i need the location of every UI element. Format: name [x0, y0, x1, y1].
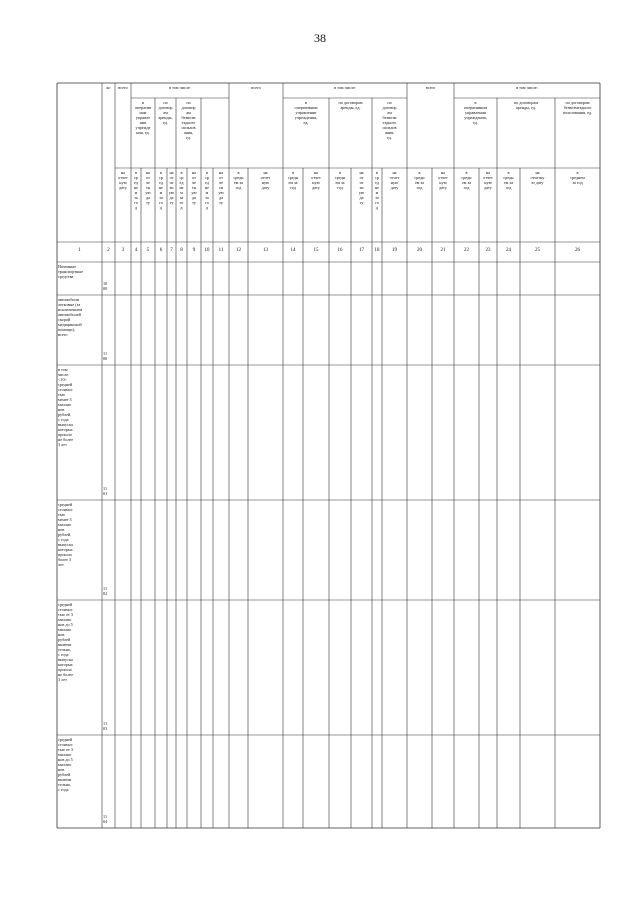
header-subcolumn: на отчет ную дату [311, 170, 321, 190]
header-subcolumn: на отчет ную дату [438, 170, 448, 190]
header-subcolumn: в среднем за год [570, 170, 585, 185]
column-number: 2 [107, 248, 110, 253]
header-subcolumn: на отчет ную дату [118, 170, 128, 190]
header-subcolumn: в средн ем за год [287, 170, 299, 190]
header-subcolumn: в ср ед не м за го д [179, 170, 184, 210]
header-subgroup: по договор ам безвозм ездного пользов ания, ед. [181, 100, 196, 140]
column-number: 14 [290, 248, 296, 253]
column-number: 15 [313, 248, 319, 253]
header-subcolumn: на отчет ную дату [389, 170, 400, 190]
column-number: 13 [263, 248, 268, 253]
column-number: 21 [440, 248, 446, 253]
column-number: 26 [575, 248, 580, 253]
row-code: 10 00 [103, 281, 108, 291]
row-code: 11 04 [103, 814, 108, 824]
header-incl-a: в том числе: [169, 85, 191, 90]
header-subcolumn: в средн ем за год [414, 170, 425, 190]
row-label: Наземные транспортные средства [58, 264, 84, 279]
column-number: 7 [170, 248, 173, 253]
header-subcolumn: на от че тн ую да ту [218, 170, 224, 205]
header-total-b: всего [251, 85, 261, 90]
page-number: 38 [314, 31, 326, 45]
column-number: 16 [337, 248, 343, 253]
header-subcolumn: на отчетну ю дату [530, 170, 545, 185]
header-total-c: всего [425, 85, 436, 90]
header-code: ко [106, 85, 111, 90]
row-code: 11 03 [103, 721, 108, 731]
column-number: 6 [159, 248, 163, 253]
column-number: 4 [134, 248, 138, 253]
column-number: 12 [236, 248, 241, 253]
header-subgroup: по договор ам безвозм ездного пользов ания, ед. [382, 100, 397, 140]
row-code: 11 01 [103, 486, 108, 496]
column-number: 22 [464, 248, 469, 253]
row-label: автомобили легковые (за исключением автомобилей скорой медицинской помощи), всего [58, 297, 83, 337]
header-subcolumn: в средн ем за год [461, 170, 472, 190]
header-subgroup: по договорам аренды, ед. [338, 100, 363, 110]
row-label: в том числе: <10> средней стоимос тью менее 3 миллио нов рублей, с года выпуска которых прошло не более 3 лет [58, 367, 74, 447]
header-subcolumn: в ср ед не м за го д [133, 170, 139, 210]
header-subcolumn: на от че тн ую да ту [191, 170, 197, 205]
column-number: 8 [180, 248, 183, 253]
header-subcolumn: в ср ед не м за го д [204, 170, 210, 210]
header-subcolumn: на от че тн ую да ту [145, 170, 151, 205]
header-subcolumn: на отчет ную дату [260, 170, 271, 190]
row-label: средней стоимос тью от 3 миллио нов до 5 миллио нов рублей включи тельно, с года [58, 737, 73, 792]
column-number: 11 [218, 248, 224, 253]
column-number: 20 [417, 248, 422, 253]
header-subgroup: по договор ам аренды, ед. [158, 100, 173, 125]
header-incl-c: в том числе: [516, 85, 538, 90]
row-code: 11 02 [103, 586, 108, 596]
column-number: 18 [374, 248, 380, 253]
column-number: 23 [485, 248, 491, 253]
column-number: 3 [121, 248, 125, 253]
header-subgroup: в оперативном управлении учреждения, ед. [294, 100, 318, 125]
header-incl-b: в том числе: [334, 85, 356, 90]
column-number: 19 [392, 248, 397, 253]
column-number: 24 [506, 248, 511, 253]
column-number: 17 [359, 248, 364, 253]
column-number: 5 [146, 248, 150, 253]
header-total-a: всего [118, 85, 128, 90]
header-subgroup: по договорам аренды, ед. [514, 100, 538, 110]
header-subcolumn: на отчет ную дату [483, 170, 493, 190]
header-subcolumn: на от че тн ую да ту [358, 170, 365, 205]
header-subgroup: по договорам безвозмездного пользования, ед. [562, 100, 593, 115]
column-number: 25 [535, 248, 540, 253]
header-subgroup: в оператив ном управле нии учрежде ния, ед. [134, 100, 152, 135]
header-subcolumn: на от че тн ую да ту [168, 170, 175, 205]
header-subcolumn: в средн ем за год [233, 170, 244, 190]
column-number: 1 [78, 248, 81, 253]
header-subcolumn: в средн ем за год [503, 170, 514, 190]
column-number: 9 [192, 248, 196, 253]
header-subgroup: в оперативном управлении учреждения, ед. [464, 100, 487, 125]
header-subcolumn: в ср ед не м за го д [374, 170, 380, 210]
header-subcolumn: в ср ед не м за го д [158, 170, 164, 210]
row-label: средней стоимос тью от 3 миллио нов до 5 миллио нов рублей включи тельно, с года выпуска которых прошло не более 3 лет [58, 602, 74, 682]
header-subcolumn: в средн ем за год [334, 170, 346, 190]
row-code: 11 00 [103, 351, 108, 361]
column-number: 10 [204, 248, 210, 253]
row-label: средней стоимос тью менее 3 миллио нов рублей, с года выпуска которых прошло более 3 лет [58, 502, 73, 567]
